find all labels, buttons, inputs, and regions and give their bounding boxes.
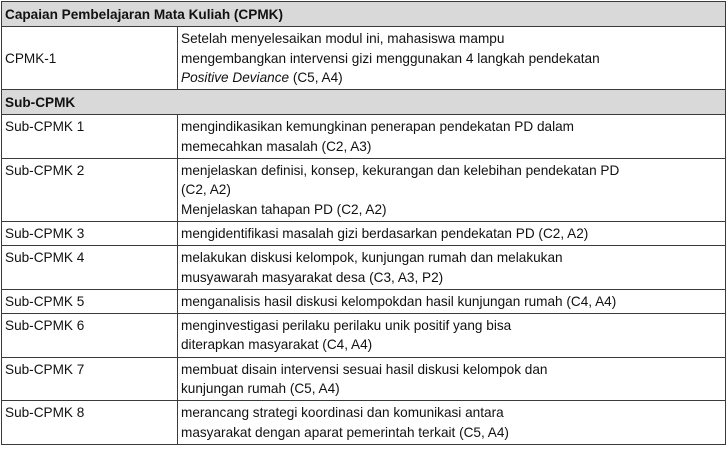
sub-cpmk-description-line: merancang strategi koordinasi dan komunikasi antara: [181, 405, 504, 421]
sub-cpmk-description: [178, 246, 726, 290]
positive-deviance-term: Positive Deviance: [181, 69, 290, 85]
sub-cpmk-rows: [2, 115, 726, 444]
sub-cpmk-code: Sub-CPMK 8: [2, 401, 178, 445]
sub-cpmk-description-line: musyawarah masyarakat desa (C3, A3, P2): [181, 269, 444, 285]
sub-cpmk-description-line: menjelaskan definisi, konsep, kekurangan dan kelebihan pendekatan PD: [181, 163, 620, 179]
sub-cpmk-description: [178, 289, 726, 313]
sub-cpmk-code: Sub-CPMK 6: [2, 314, 178, 358]
cpmk-row: [2, 27, 726, 90]
sub-cpmk-description-line: melakukan diskusi kelompok, kunjungan rumah dan melakukan: [181, 250, 563, 266]
sub-cpmk-description-line: membuat disain intervensi sesuai hasil diskusi kelompok dan: [181, 361, 548, 377]
sub-cpmk-description-line: masyarakat dengan aparat pemerintah terkait (C5, A4): [181, 424, 509, 440]
sub-cpmk-description: [178, 115, 726, 159]
sub-cpmk-description-line: mengindikasikan kemungkinan penerapan pendekatan PD dalam: [181, 119, 574, 135]
sub-cpmk-row: [2, 221, 726, 245]
sub-cpmk-code: Sub-CPMK 3: [2, 221, 178, 245]
sub-cpmk-description: [178, 357, 726, 401]
cpmk-description-line: [181, 68, 721, 87]
sub-cpmk-code: Sub-CPMK 2: [2, 159, 178, 222]
sub-cpmk-header: Sub-CPMK: [2, 90, 726, 115]
sub-cpmk-description-line: menganalisis hasil diskusi kelompokdan hasil kunjungan rumah (C4, A4): [181, 293, 617, 309]
sub-cpmk-description-line: memecahkan masalah (C2, A3): [181, 138, 372, 154]
sub-cpmk-row: [2, 115, 726, 159]
sub-cpmk-description-line: kunjungan rumah (C5, A4): [181, 381, 340, 397]
sub-cpmk-row: [2, 246, 726, 290]
sub-cpmk-row: [2, 357, 726, 401]
sub-cpmk-row: [2, 289, 726, 313]
cpmk-header-row: [2, 2, 726, 27]
sub-cpmk-row: [2, 314, 726, 358]
cpmk-description-line: mengembangkan intervensi gizi menggunakan 4 langkah pendekatan: [181, 50, 600, 66]
sub-cpmk-description: [178, 401, 726, 445]
sub-cpmk-row: [2, 401, 726, 445]
sub-cpmk-code: Sub-CPMK 1: [2, 115, 178, 159]
sub-cpmk-description-line: Menjelaskan tahapan PD (C2, A2): [181, 201, 387, 217]
cpmk-table: [1, 1, 726, 445]
cpmk-description-line: Setelah menyelesaikan modul ini, mahasiswa mampu: [181, 31, 505, 47]
sub-cpmk-description-line: (C2, A2): [181, 182, 231, 198]
sub-cpmk-description-line: mengidentifikasi masalah gizi berdasarkan pendekatan PD (C2, A2): [181, 225, 589, 241]
cpmk-description: [178, 27, 726, 90]
cpmk-code: CPMK-1: [2, 27, 178, 90]
sub-cpmk-description-line: menginvestigasi perilaku perilaku unik positif yang bisa: [181, 318, 512, 334]
cpmk-level: (C5, A4): [289, 69, 343, 85]
sub-cpmk-code: Sub-CPMK 4: [2, 246, 178, 290]
sub-cpmk-description: [178, 314, 726, 358]
cpmk-header: Capaian Pembelajaran Mata Kuliah (CPMK): [2, 2, 726, 27]
sub-cpmk-description: [178, 221, 726, 245]
sub-cpmk-description: [178, 159, 726, 222]
sub-cpmk-code: Sub-CPMK 7: [2, 357, 178, 401]
sub-cpmk-row: [2, 159, 726, 222]
sub-cpmk-description-line: diterapkan masyarakat (C4, A4): [181, 337, 373, 353]
sub-cpmk-code: Sub-CPMK 5: [2, 289, 178, 313]
sub-cpmk-header-row: [2, 90, 726, 115]
